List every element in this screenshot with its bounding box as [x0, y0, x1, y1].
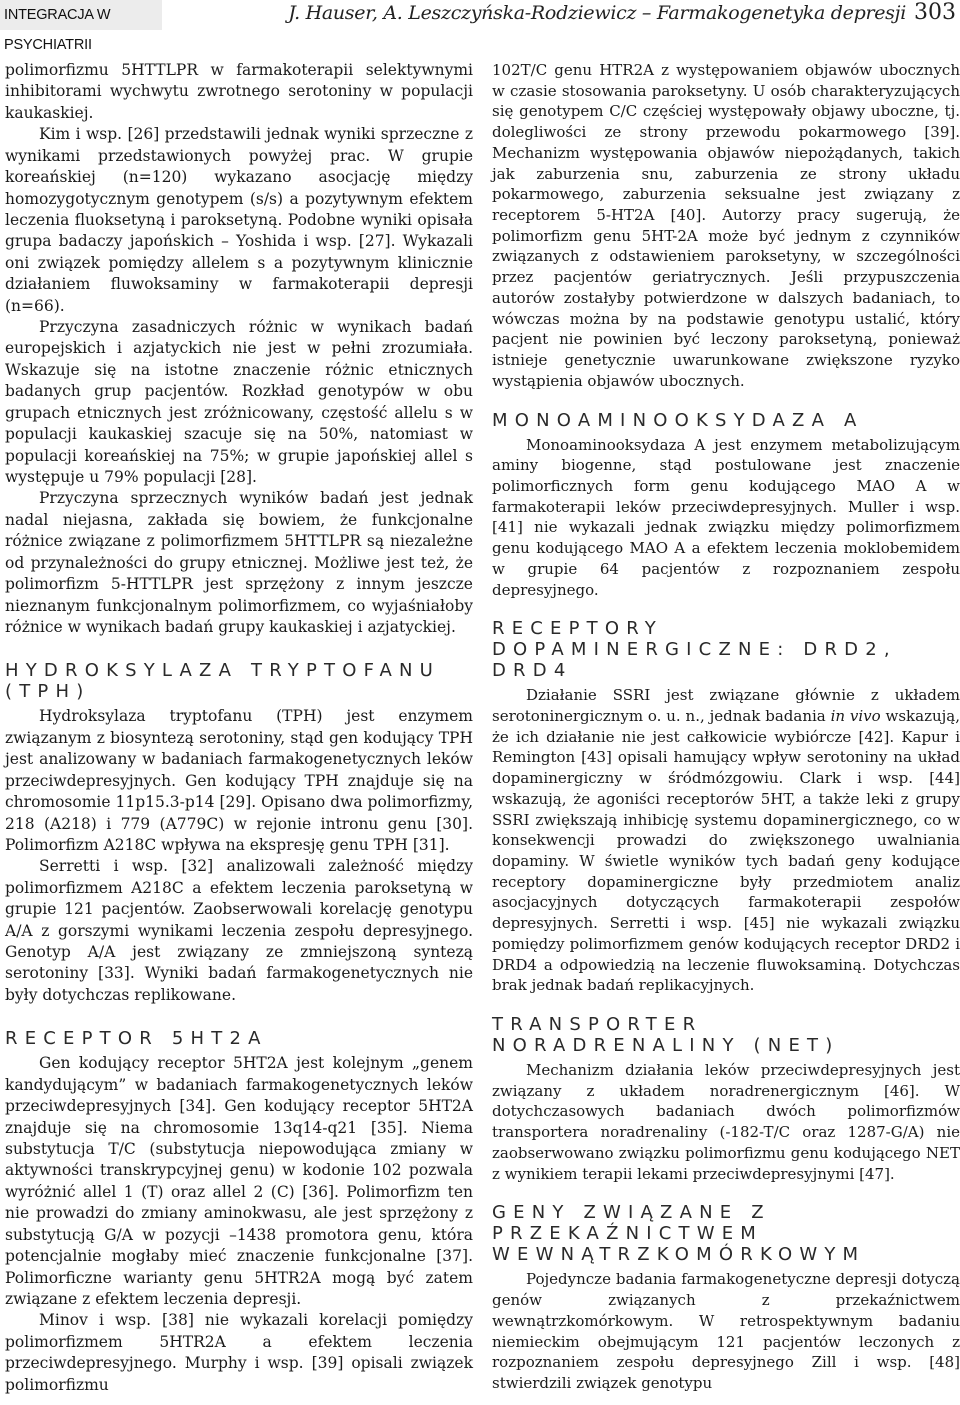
section-heading-drd: RECEPTORY DOPAMINERGICZNE: DRD2, DRD4	[492, 618, 897, 682]
left-column	[5, 60, 473, 1396]
text-run: Działanie SSRI jest związane głównie z układem serotoninergicznym o. u. n., jednak badania	[492, 686, 960, 725]
paragraph: Pojedyncze badania farmakogenetyczne depresji dotyczą genów związanych z przekaźnictwem wewnątrzkomórkowym. W retrospektywnym badaniu niemieckim obejmującym 121 pacjentów leczonych z rozpoznaniem zespołu depresyjnego Zill i wsp. [48] stwierdzili związek genotypu	[492, 1270, 960, 1392]
paragraph: 102T/C genu HTR2A z występowaniem objawów ubocznych w czasie stosowania paroksetyny. U osób charakteryzujących się genotypem C/C częściej występowały objawy uboczne, tj. dolegliwości ze strony przewodu pokarmowego [39]. Mechanizm występowania objawów niepożądanych, takich jak zaburzenia snu, zaburzenia ze strony układu pokarmowego, zaburzenia seksualne jest związany z receptorem 5-HT2A [40]. Autorzy pracy sugerują, że polimorfizm genu 5HT-2A może być jednym z czynników związanych z odstawieniem paroksetyny, w szczególności przez pacjentów geriatrycznych. Jeśli przypuszczenia autorów zostałyby potwierdzone w dalszych badaniach, to wówczas można by na podstawie genotypu ustalić, który pacjent nie powinien być leczony paroksetyną, ponieważ istnieje genetycznie uwarunkowane zwiększone ryzyko wystąpienia objawów ubocznych.	[492, 61, 960, 390]
paragraph: Minov i wsp. [38] nie wykazali korelacji pomiędzy polimorfizmem 5HTR2A a efektem leczenia przeciwdepresyjnego. Murphy i wsp. [39] opisali związek polimorfizmu	[5, 1311, 473, 1394]
running-title: J. Hauser, A. Leszczyńska-Rodziewicz – Farmakogenetyka depresji	[288, 2, 906, 24]
paragraph: Przyczyna zasadniczych różnic w wynikach badań europejskich i azjatyckich nie jest w pełni zrozumiała. Wskazuje się na istotne znaczenie różnic etnicznych badanych grup pacjentów. Rozkład genotypów w obu grupach etnicznych jest zróżnicowany, częstość allelu s w populacji kaukaskiej szacuje się na 50%, natomiast w populacji koreańskiej na 75%; w grupie japońskiej allel s występuje u 79% populacji [28].	[5, 318, 473, 487]
paragraph: Monoaminooksydaza A jest enzymem metabolizującym aminy biogenne, stąd postulowane jest znaczenie polimorficznych form genu kodującego MAO A w farmakoterapii leków przeciwdepresyjnych. Muller i wsp. [41] nie wykazali jednak związku między polimorfizmem genu kodującego MAO A a efektem leczenia moklobemidem w grupie 64 pacjentów z rozpoznaniem zespołu depresyjnego.	[492, 435, 960, 599]
text-run: wskazują, że ich działanie nie jest całkowicie wybiórcze [42]. Kapur i Remington [43] opisali hamujący wpływ serotoniny na układ dopaminergiczny w śródmózgowiu. Clark i wsp. [44] wskazują, że agoniści receptorów 5HT, a także leki z grupy SSRI zwiększają inhibicję systemu dopaminergicznego, co w konsekwencji prowadzi do zwiększonego uwalniania dopaminy. W świetle wyników tych badań geny kodujące receptory dopaminergiczne były przedmiotem analiz asocjacyjnych dotyczących farmakoterapii zespołów depresyjnych. Serretti i wsp. [45] nie wykazali związku pomiędzy polimorfizmem genów kodujących receptor DRD2 i DRD4 a odpowiedzią na leczenie fluwoksaminą. Dotychczas brak jednak badań replikacyjnych.	[492, 706, 960, 995]
paragraph: Przyczyna sprzecznych wyników badań jest jednak nadal niejasna, zakłada się bowiem, że funkcjonalne różnice związane z polimorfizmem 5HTTLPR są niezależne od przynależności do grupy etnicznej. Możliwe jest też, że polimorfizm 5-HTTLPR jest sprzężony z innym jeszcze nieznanym funkcjonalnym polimorfizmem, co wyjaśniałoby różnice w wynikach badań grupy kaukaskiej i azjatyckiej.	[5, 489, 473, 636]
right-column	[492, 60, 960, 1394]
italic-term: in vivo	[830, 706, 881, 725]
paragraph: Serretti i wsp. [32] analizowali zależność między polimorfizmem A218C a efektem leczenia paroksetyną w grupie 121 pacjentów. Zaobserwowali korelację genotypu A/A z gorszymi wynikami leczenia zespołu depresyjnego. Genotyp A/A jest związany ze zmniejszoną syntezą serotoniny [33]. Wyniki badań farmakogenetycznych nie były dotychczas replikowane.	[5, 857, 473, 1004]
section-heading-5ht2a: RECEPTOR 5HT2A	[5, 1028, 268, 1050]
page-number: 303	[914, 0, 956, 25]
paragraph: Gen kodujący receptor 5HT2A jest kolejnym „genem kandydującym” w badaniach farmakogenetycznych leków przeciwdepresyjnych [34]. Gen kodujący receptor 5HT2A znajduje się na chromosomie 13q14-q21 [35]. Niema substytucja T/C (substytucja niepowodująca zmiany w aktywności transkrypcyjnej genu) w kodonie 102 pozwala wyróżnić allel 1 (T) oraz allel 2 (C) [36]. Polimorfizm ten nie prowadzi do zmiany aminokwasu, ale jest sprzężony z substytucją G/A w pozycji –1438 promotora genu, która potencjalnie mogłaby mieć znaczenie funkcjonalne [37]. Polimorficzne warianty genu 5HTR2A mogą być zatem związane z efektem leczenia depresji.	[5, 1054, 473, 1308]
journal-section-badge: INTEGRACJA W PSYCHIATRII	[0, 0, 162, 30]
section-heading-net: TRANSPORTER NORADRENALINY (NET)	[492, 1014, 840, 1057]
paragraph: polimorfizmu 5HTTLPR w farmakoterapii selektywnymi inhibitorami wychwytu zwrotnego serotoniny w populacji kaukaskiej.	[5, 61, 473, 122]
paragraph: Hydroksylaza tryptofanu (TPH) jest enzymem związanym z biosyntezą serotoniny, stąd gen kodujący TPH jest analizowany w badaniach farmakogenetycznych leków przeciwdepresyjnych. Gen kodujący TPH znajduje się na chromosomie 11p15.3-p14 [29]. Opisano dwa polimorfizmy, 218 (A218) i 779 (A779C) w rejonie intronu genu [30]. Polimorfizm A218C wpływa na ekspresję genu TPH [31].	[5, 707, 473, 854]
section-heading-mao-a: MONOAMINOOKSYDAZA A	[492, 409, 864, 431]
page-header	[0, 0, 960, 53]
section-heading-intracellular: GENY ZWIĄZANE Z PRZEKAŹNICTWEM WEWNĄTRZKOMÓRKOWYM	[492, 1202, 866, 1266]
paragraph: Kim i wsp. [26] przedstawili jednak wyniki sprzeczne z wynikami przedstawionych powyżej prac. W grupie koreańskiej (n=120) wykazano asocjację między homozygotycznym genotypem (s/s) a pozytywnym efektem leczenia fluoksetyną i paroksetyną. Podobne wyniki opisała grupa badaczy japońskich – Yoshida i wsp. [27]. Wykazali oni związek pomiędzy allelem s a pozytywnym klinicznie działaniem fluwoksaminy w farmakoterapii depresji (n=66).	[5, 125, 473, 315]
paragraph	[492, 685, 960, 996]
section-heading-tph: HYDROKSYLAZA TRYPTOFANU (TPH)	[5, 660, 441, 703]
paragraph: Mechanizm działania leków przeciwdepresyjnych jest związany z układem noradrenergicznym [46]. W dotychczasowych badaniach dwóch polimorfizmów transportera noradrenaliny (-182-T/C oraz 1287-G/A) nie zaobserwowano związku polimorfizmu genu kodującego NET z wynikiem terapii lekami przeciwdepresyjnymi [47].	[492, 1061, 960, 1183]
